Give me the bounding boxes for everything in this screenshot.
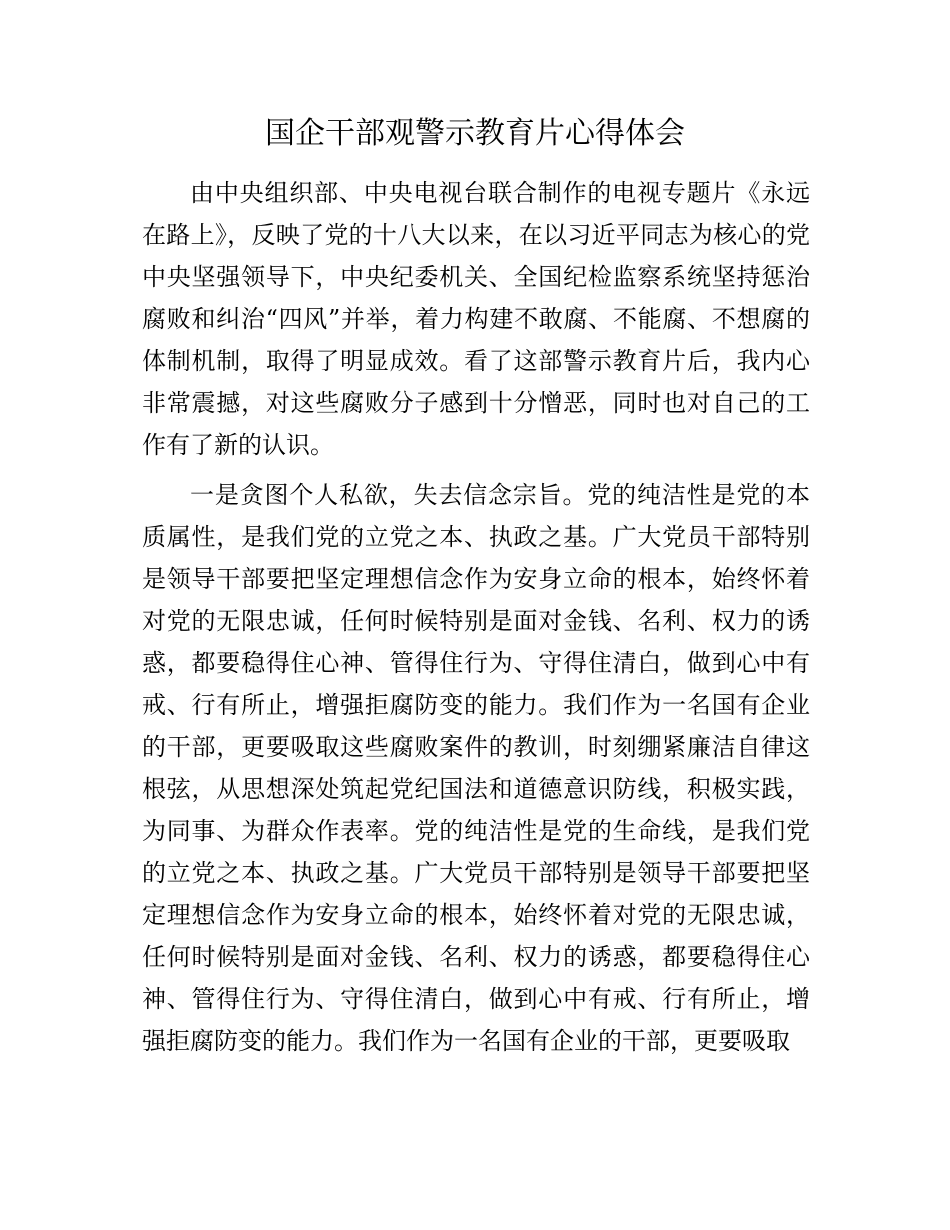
paragraph-point-one: 一是贪图个人私欲，失去信念宗旨。党的纯洁性是党的本质属性，是我们党的立党之本、执政之基。广大党员干部特别是领导干部要把坚定理想信念作为安身立命的根本，始终怀着对党的无限忠诚，任何时候特别是面对金钱、名利、权力的诱惑，都要稳得住心神、管得住行为、守得住清白，做到心中有戒、行有所止，增强拒腐防变的能力。我们作为一名国有企业的干部，更要吸取这些腐败案件的教训，时刻绷紧廉洁自律这根弦，从思想深处筑起党纪国法和道德意识防线，积极实践，为同事、为群众作表率。党的纯洁性是党的生命线，是我们党的立党之本、执政之基。广大党员干部特别是领导干部要把坚定理想信念作为安身立命的根本，始终怀着对党的无限忠诚，任何时候特别是面对金钱、名利、权力的诱惑，都要稳得住心神、管得住行为、守得住清白，做到心中有戒、行有所止，增强拒腐防变的能力。我们作为一名国有企业的干部，更要吸取 <box>142 481 810 1055</box>
document-body <box>142 172 810 1062</box>
paragraph-intro: 由中央组织部、中央电视台联合制作的电视专题片《永远在路上》，反映了党的十八大以来，在以习近平同志为核心的党中央坚强领导下，中央纪委机关、全国纪检监察系统坚持惩治腐败和纠治“四风”并举，着力构建不敢腐、不能腐、不想腐的体制机制，取得了明显成效。看了这部警示教育片后，我内心非常震撼，对这些腐败分子感到十分憎恶，同时也对自己的工作有了新的认识。 <box>142 179 810 459</box>
document-title: 国企干部观警示教育片心得体会 <box>265 116 685 151</box>
